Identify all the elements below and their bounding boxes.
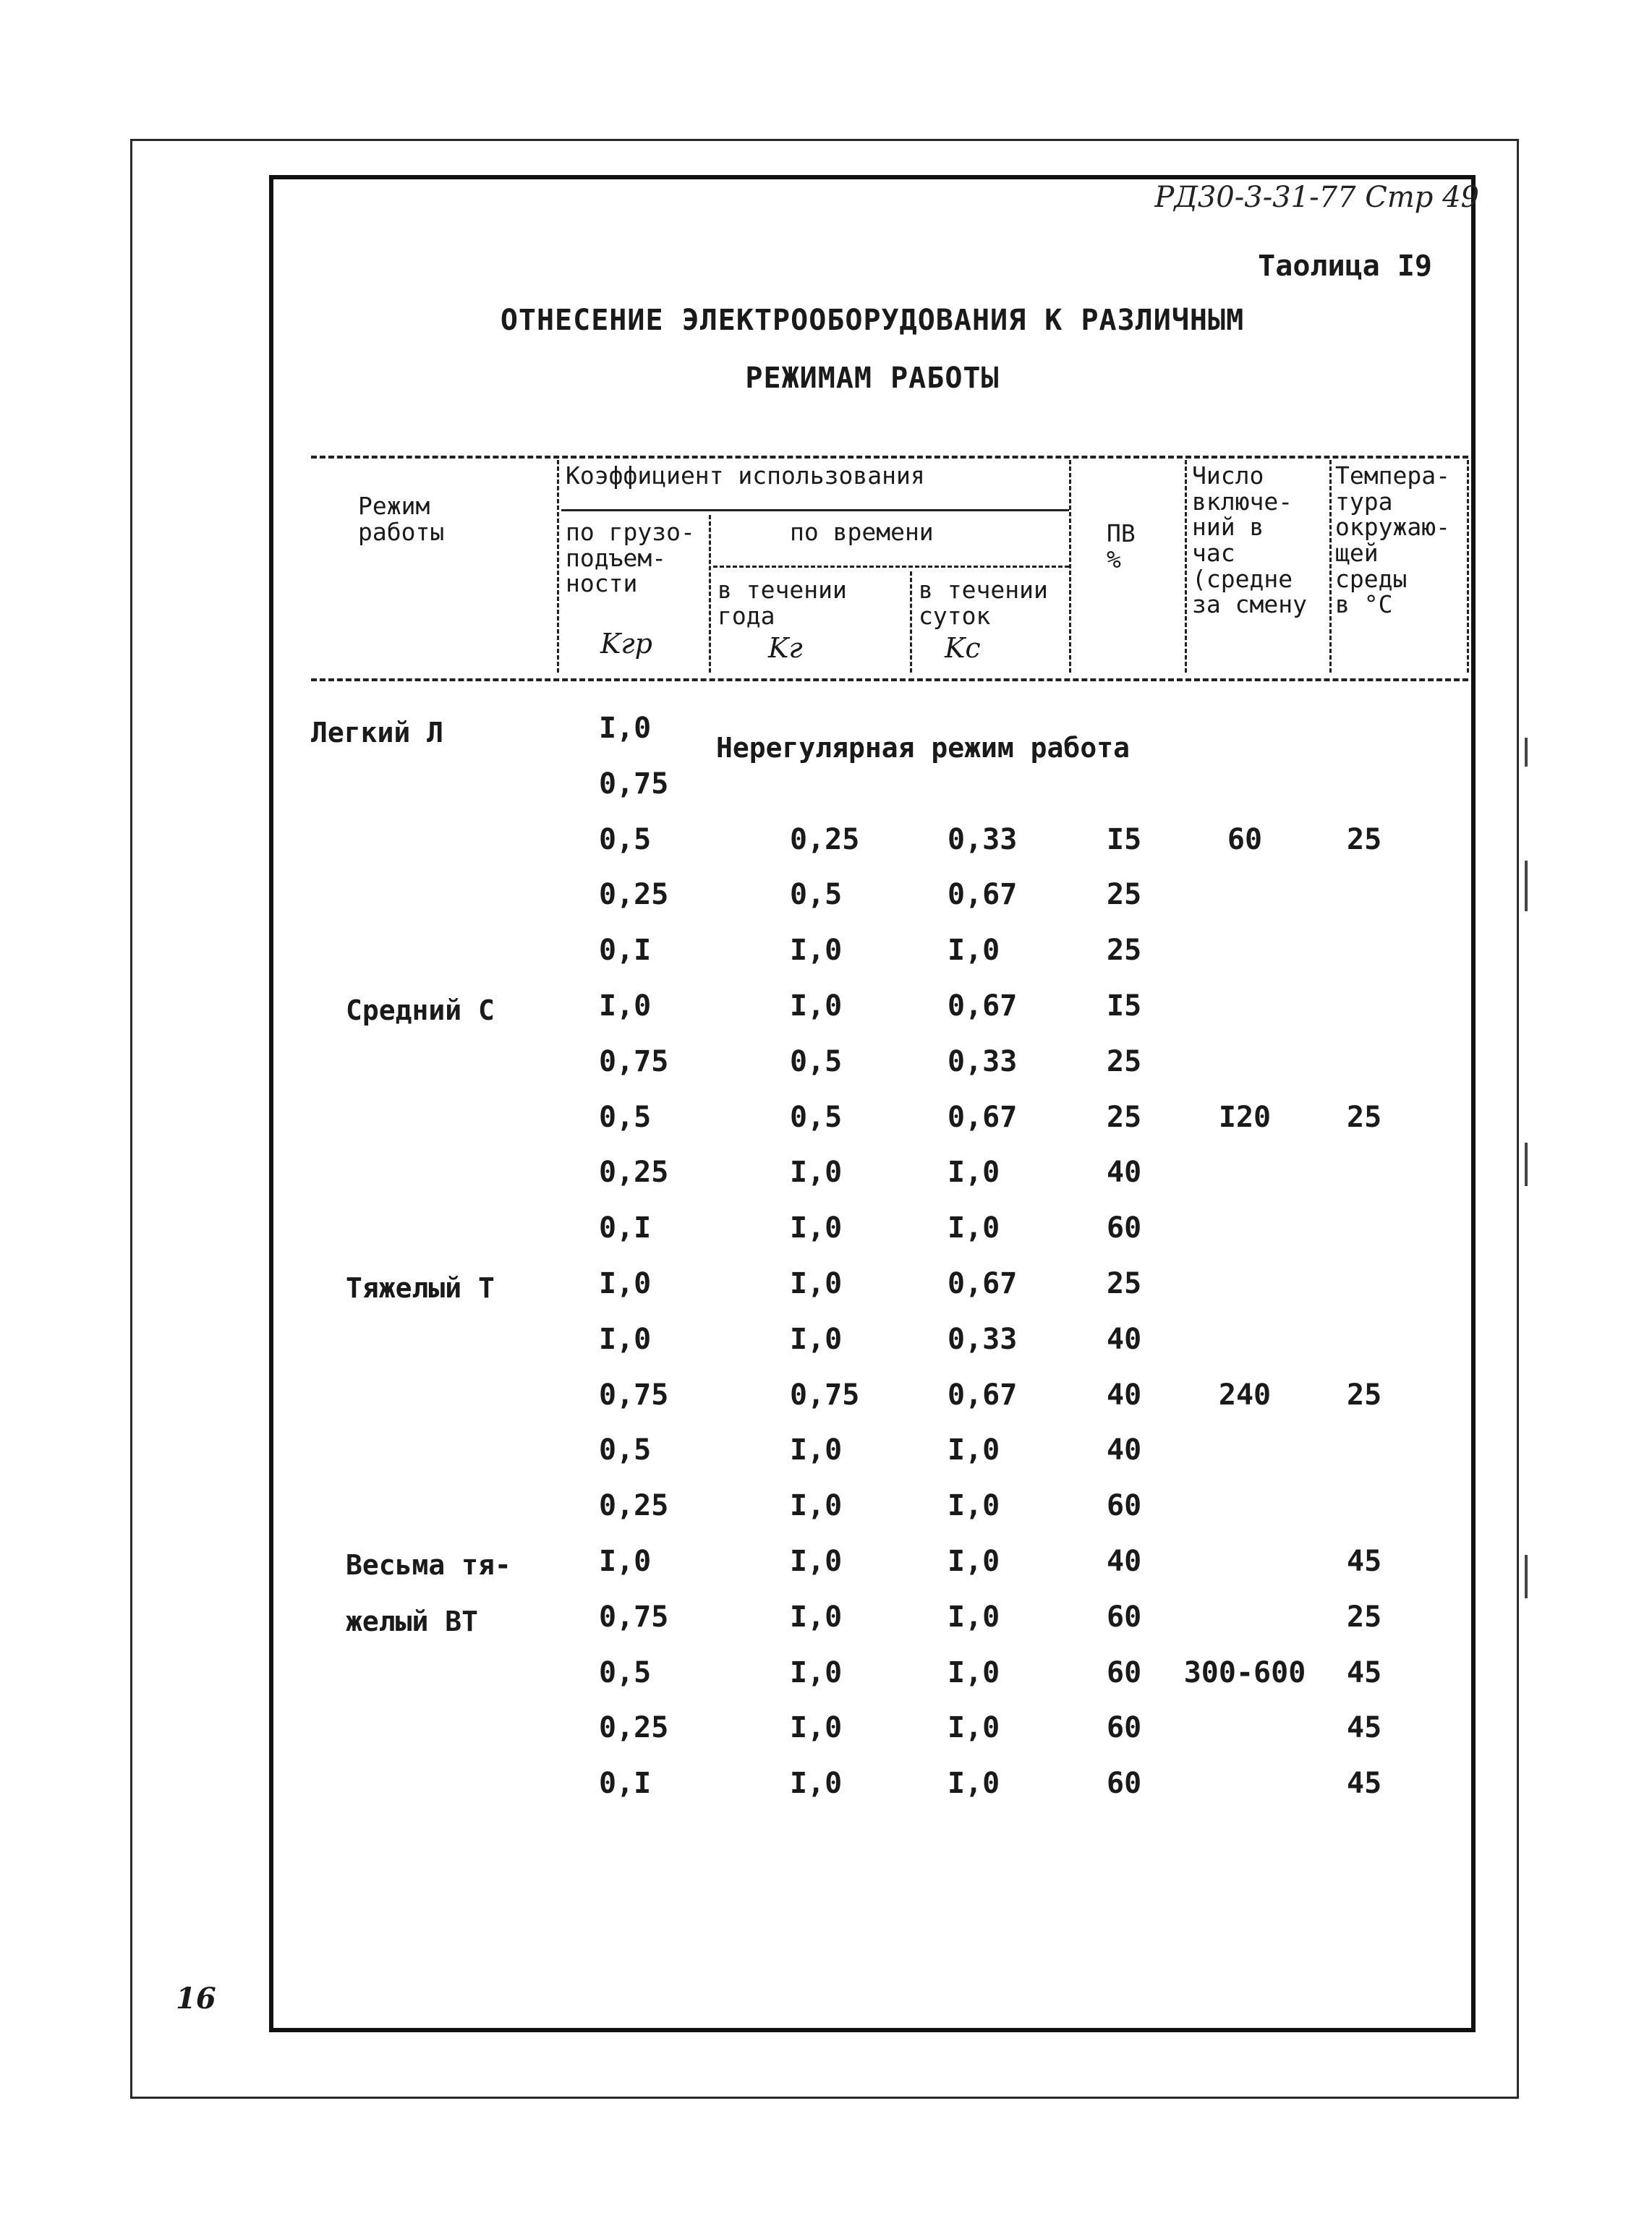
- row-pv: 40: [1107, 1545, 1142, 1578]
- row-starts: 300-600: [1183, 1655, 1306, 1689]
- table-row: [0, 1767, 1652, 1822]
- row-k-day: 0,67: [948, 1267, 1018, 1300]
- row-k-year: I,0: [790, 1655, 843, 1689]
- scan-mark: [1525, 861, 1528, 911]
- table-row: [0, 1711, 1652, 1766]
- table-row: [0, 1156, 1652, 1211]
- header-year: в течении года: [718, 576, 847, 630]
- table-row: [0, 1267, 1652, 1322]
- row-pv: 60: [1107, 1600, 1142, 1634]
- table-row: [0, 1489, 1652, 1544]
- row-k-year: I,0: [790, 1433, 843, 1467]
- row-k-load: I,0: [599, 989, 652, 1023]
- row-pv: 25: [1107, 1044, 1142, 1078]
- header-year-symbol: Kг: [768, 632, 803, 664]
- row-pv: I5: [1107, 989, 1142, 1023]
- header-top-rule: [311, 456, 1468, 459]
- table-row: [0, 934, 1652, 989]
- row-k-year: 0,5: [790, 878, 843, 912]
- row-k-load: I,0: [599, 1545, 652, 1578]
- row-temp: 45: [1347, 1767, 1382, 1801]
- row-temp: 25: [1347, 822, 1382, 856]
- row-starts: I20: [1218, 1100, 1272, 1134]
- table-row: [0, 1211, 1652, 1266]
- row-k-year: 0,25: [790, 822, 860, 856]
- row-pv: 25: [1107, 878, 1142, 912]
- header-subrule: [713, 566, 1069, 568]
- row-k-day: I,0: [948, 1767, 1000, 1801]
- row-pv: I5: [1107, 822, 1142, 856]
- row-k-year: I,0: [790, 1156, 843, 1190]
- header-divider: [709, 515, 711, 673]
- row-pv: 40: [1107, 1156, 1142, 1190]
- row-k-day: 0,33: [948, 1044, 1018, 1078]
- row-k-day: 0,33: [948, 1322, 1018, 1356]
- header-day-symbol: Kс: [945, 632, 981, 664]
- row-k-day: I,0: [948, 1711, 1000, 1745]
- header-mode: Режим работы: [358, 492, 445, 546]
- scan-mark: [1525, 1555, 1528, 1598]
- group-label: Тяжелый Т: [346, 1272, 495, 1304]
- header-usage-group: Коэффициент использования: [566, 461, 925, 490]
- row-k-year: I,0: [790, 1600, 843, 1634]
- row-temp: 45: [1347, 1655, 1382, 1689]
- row-k-day: I,0: [948, 934, 1000, 968]
- row-k-day: 0,67: [948, 1100, 1018, 1134]
- page-number: 16: [176, 1982, 216, 2016]
- row-k-load: 0,75: [599, 1044, 669, 1078]
- row-starts: 60: [1227, 822, 1263, 856]
- header-divider: [910, 571, 912, 673]
- row-k-day: 0,67: [948, 989, 1018, 1023]
- row-temp: 45: [1347, 1545, 1382, 1578]
- row-k-load: 0,25: [599, 1489, 669, 1523]
- irregular-note: Нерегулярная режим работа: [716, 732, 1130, 764]
- header-divider: [1185, 460, 1187, 673]
- row-pv: 60: [1107, 1211, 1142, 1245]
- row-k-year: I,0: [790, 1322, 843, 1356]
- row-pv: 25: [1107, 1100, 1142, 1134]
- table-row: [0, 1600, 1652, 1655]
- table-title-line-2: РЕЖИМАМ РАБОТЫ: [745, 362, 1000, 395]
- row-k-load: 0,25: [599, 1156, 669, 1190]
- row-k-load: 0,5: [599, 822, 652, 856]
- row-pv: 25: [1107, 1267, 1142, 1300]
- row-k-day: I,0: [948, 1489, 1000, 1523]
- row-k-load: 0,75: [599, 1378, 669, 1412]
- table-row: [0, 1045, 1652, 1100]
- row-k-day: 0,67: [948, 878, 1018, 912]
- row-starts: 240: [1218, 1378, 1272, 1412]
- row-k-year: I,0: [790, 1211, 843, 1245]
- row-k-year: I,0: [790, 1767, 843, 1801]
- header-divider: [557, 460, 559, 673]
- row-k-year: I,0: [790, 1711, 843, 1745]
- header-load-symbol: Kгр: [600, 628, 652, 660]
- header-divider: [1467, 460, 1469, 673]
- row-pv: 60: [1107, 1489, 1142, 1523]
- row-k-load: 0,5: [599, 1655, 652, 1689]
- row-k-day: I,0: [948, 1600, 1000, 1634]
- header-time-group: по времени: [790, 518, 934, 546]
- row-k-year: I,0: [790, 989, 843, 1023]
- row-k-load: I,0: [599, 1267, 652, 1300]
- header-divider: [1069, 460, 1071, 673]
- row-k-load: 0,I: [599, 934, 652, 968]
- row-k-day: I,0: [948, 1545, 1000, 1578]
- row-k-load: I,0: [599, 1322, 652, 1356]
- row-k-load: 0,I: [599, 1767, 652, 1801]
- table-row: [0, 878, 1652, 933]
- header-divider: [1329, 460, 1332, 673]
- row-temp: 45: [1347, 1711, 1382, 1745]
- group-label: Весьма тя- желый ВТ: [346, 1549, 511, 1637]
- table-row: [0, 1378, 1652, 1433]
- row-k-load: 0,75: [599, 767, 669, 801]
- table-row: [0, 989, 1652, 1044]
- table-row: [0, 1101, 1652, 1156]
- row-pv: 60: [1107, 1767, 1142, 1801]
- row-pv: 60: [1107, 1711, 1142, 1745]
- header-pv: ПВ %: [1107, 519, 1136, 574]
- row-pv: 40: [1107, 1433, 1142, 1467]
- table-label: Таолица I9: [1258, 250, 1432, 283]
- row-k-day: 0,67: [948, 1378, 1018, 1412]
- row-temp: 25: [1347, 1600, 1382, 1634]
- table-row: [0, 1433, 1652, 1488]
- row-k-year: I,0: [790, 934, 843, 968]
- table-row: [0, 823, 1652, 878]
- row-k-load: 0,25: [599, 1711, 669, 1745]
- group-label: Средний С: [346, 994, 495, 1026]
- row-pv: 40: [1107, 1322, 1142, 1356]
- row-k-load: 0,25: [599, 878, 669, 912]
- scan-mark: [1525, 1143, 1528, 1186]
- row-pv: 40: [1107, 1378, 1142, 1412]
- table-row: [0, 1323, 1652, 1378]
- row-k-load: 0,I: [599, 1211, 652, 1245]
- row-k-year: 0,75: [790, 1378, 860, 1412]
- table-row: [0, 712, 1652, 767]
- row-k-day: 0,33: [948, 822, 1018, 856]
- row-k-day: I,0: [948, 1156, 1000, 1190]
- row-k-day: I,0: [948, 1211, 1000, 1245]
- row-k-year: I,0: [790, 1489, 843, 1523]
- header-load: по грузо- подъем- ности: [566, 518, 695, 598]
- row-k-year: I,0: [790, 1267, 843, 1300]
- group-label: Легкий Л: [311, 717, 444, 749]
- row-k-load: 0,75: [599, 1600, 669, 1634]
- header-temp: Темпера- тура окружаю- щей среды в °С: [1335, 461, 1450, 619]
- row-k-load: 0,5: [599, 1433, 652, 1467]
- row-k-year: 0,5: [790, 1044, 843, 1078]
- header-subrule: [561, 509, 1069, 511]
- table-title-line-1: ОТНЕСЕНИЕ ЭЛЕКТРООБОРУДОВАНИЯ К РАЗЛИЧНЫМ: [500, 304, 1245, 337]
- header-starts: Число включе- ний в час (средне за смену: [1192, 461, 1307, 619]
- row-pv: 25: [1107, 934, 1142, 968]
- row-k-day: I,0: [948, 1433, 1000, 1467]
- row-k-load: 0,5: [599, 1100, 652, 1134]
- row-k-load: I,0: [599, 712, 652, 745]
- row-temp: 25: [1347, 1378, 1382, 1412]
- header-bottom-rule: [311, 678, 1468, 681]
- row-k-year: I,0: [790, 1545, 843, 1578]
- scan-mark: [1525, 738, 1528, 767]
- row-pv: 60: [1107, 1655, 1142, 1689]
- table-row: [0, 1656, 1652, 1711]
- table-row: [0, 1545, 1652, 1600]
- table-row: [0, 767, 1652, 822]
- row-temp: 25: [1347, 1100, 1382, 1134]
- document-code: РД30-3-31-77 Стр 49: [1154, 181, 1479, 214]
- row-k-year: 0,5: [790, 1100, 843, 1134]
- header-day: в течении суток: [919, 576, 1048, 630]
- row-k-day: I,0: [948, 1655, 1000, 1689]
